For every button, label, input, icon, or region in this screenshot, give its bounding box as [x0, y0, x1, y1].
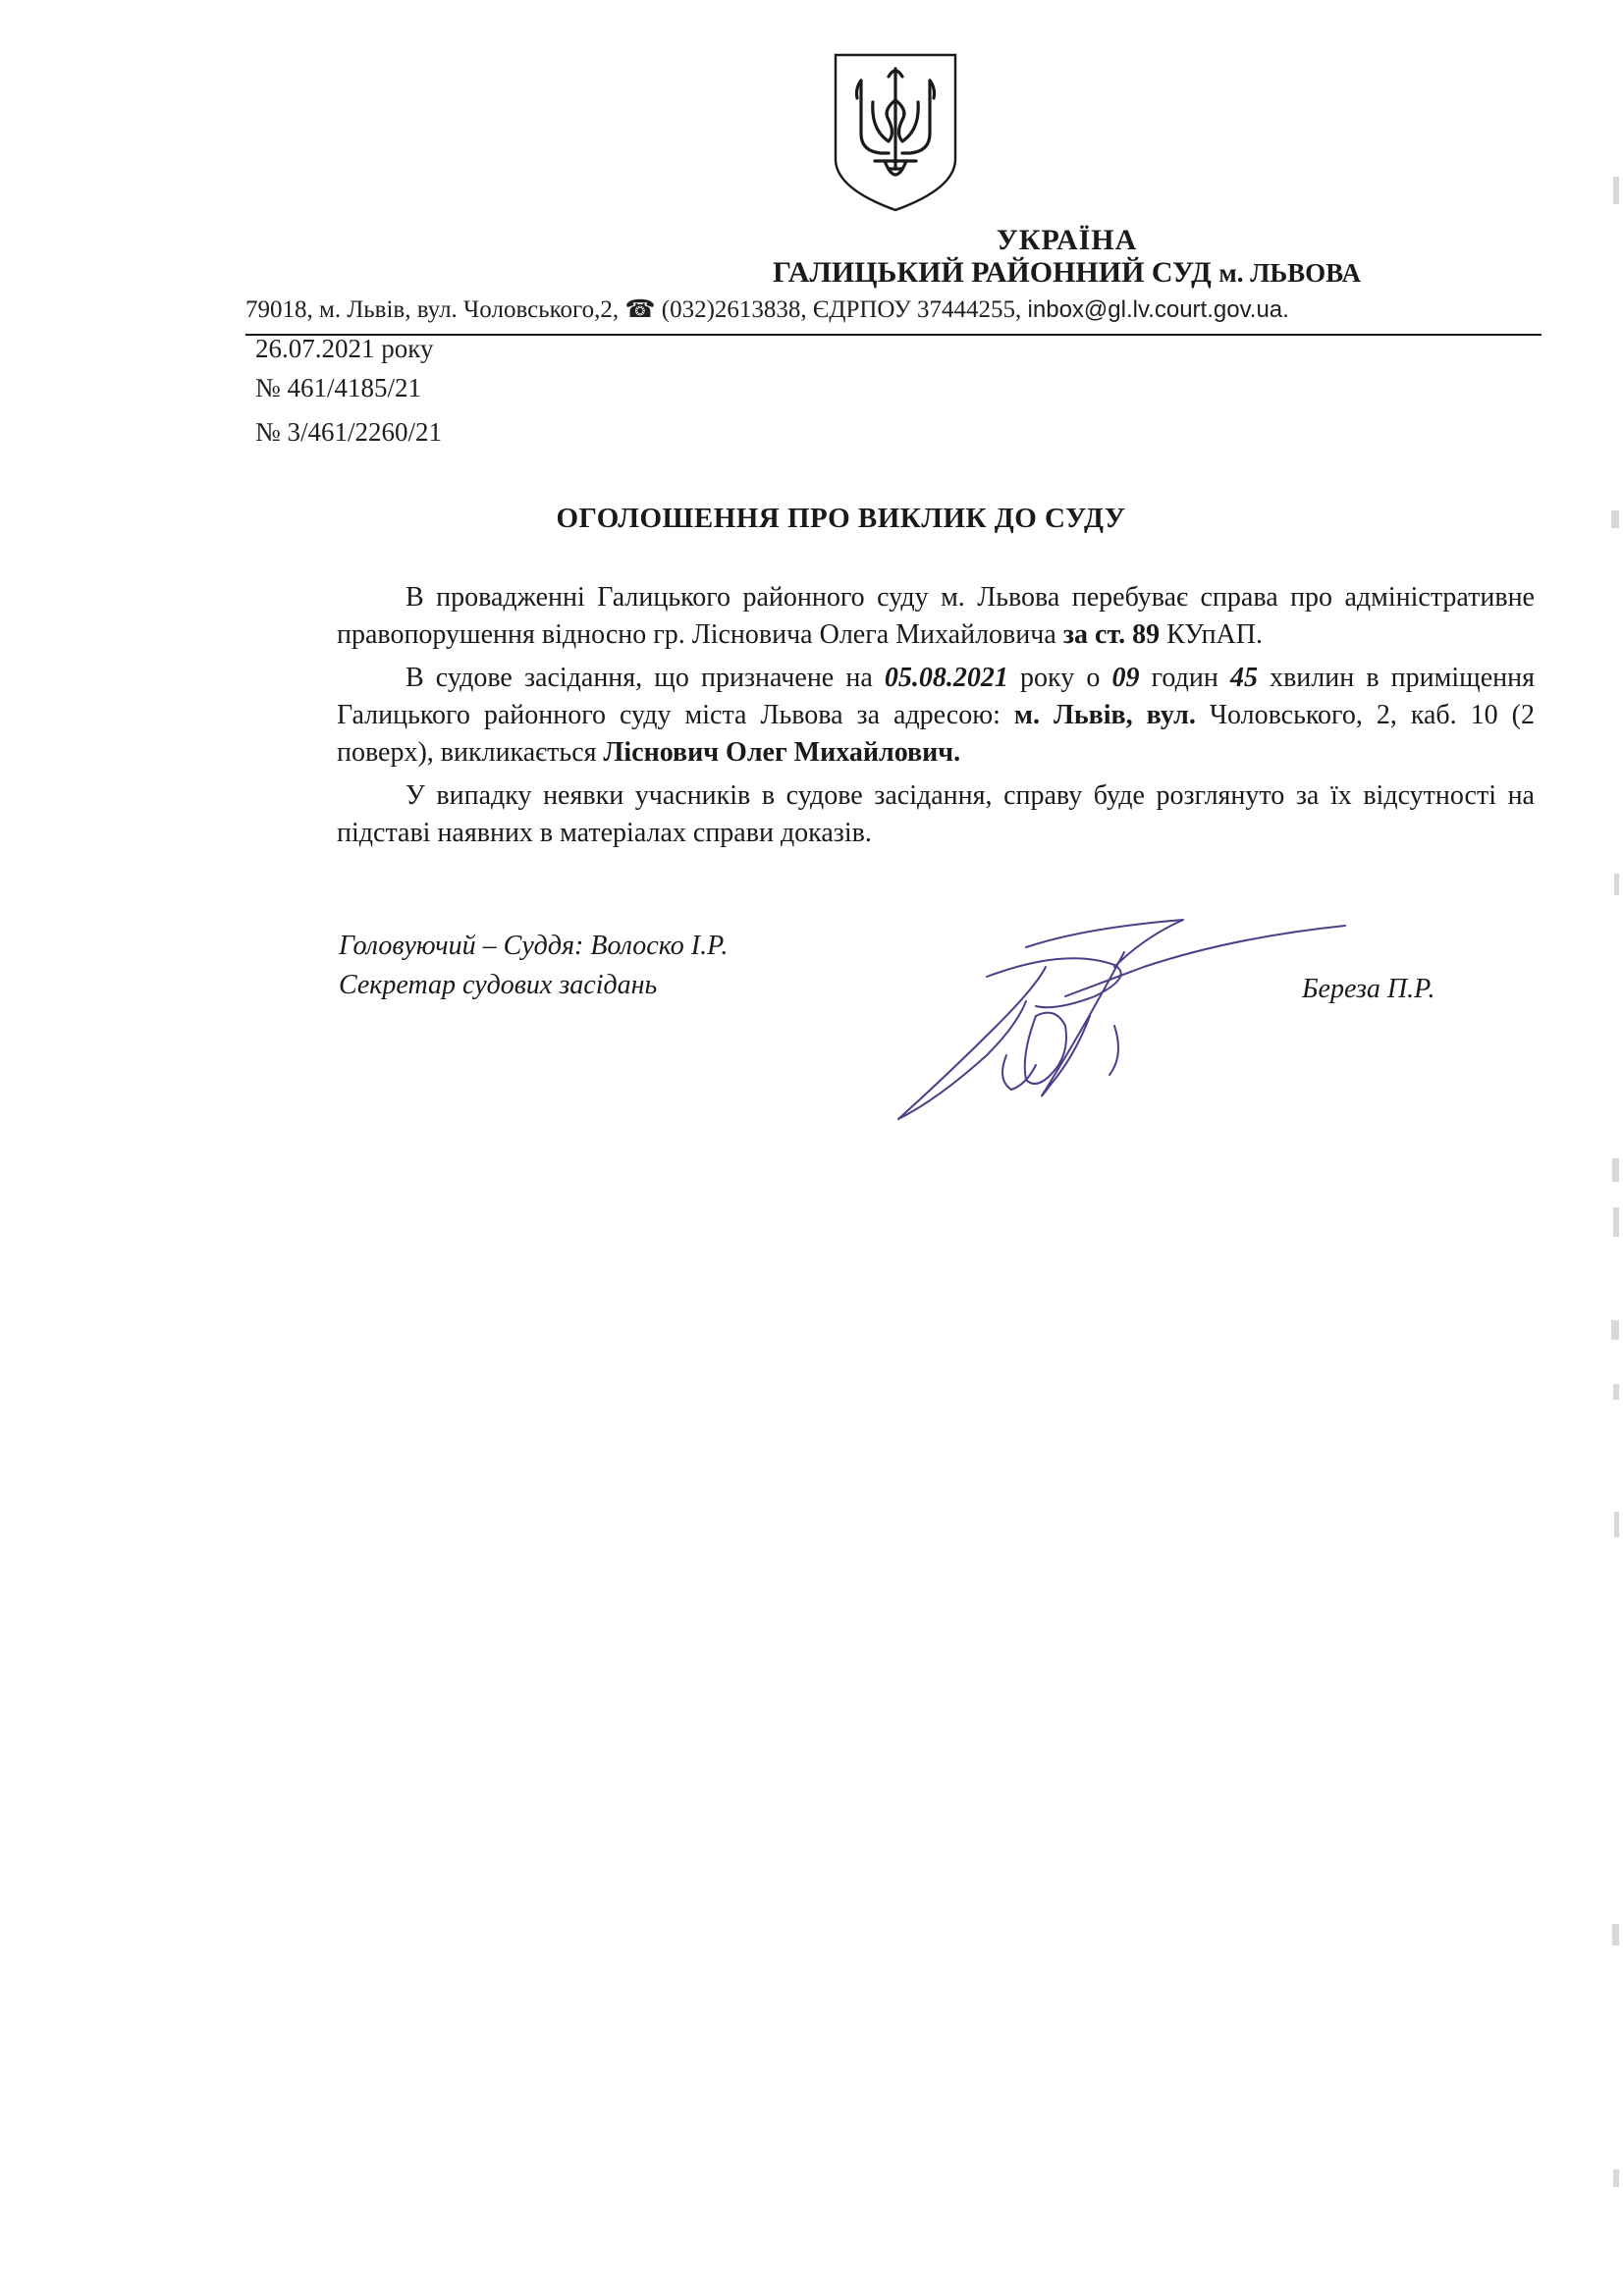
paragraph-hearing: [337, 660, 1535, 772]
hearing-hour: 09: [1111, 663, 1140, 693]
court-edrpou: ЄДРПОУ 37444255,: [812, 296, 1022, 323]
case-number-1: № 461/4185/21: [255, 373, 422, 402]
header-divider: [245, 334, 1542, 336]
document-date: 26.07.2021 року: [255, 334, 434, 363]
hearing-address: м. Львів, вул.: [1013, 700, 1196, 730]
document-body: [337, 579, 1535, 852]
secretary-name: Береза П.Р.: [1302, 974, 1435, 1004]
country-heading: УКРАЇНА: [996, 224, 1138, 256]
court-heading: [255, 256, 1623, 290]
ukraine-coat-of-arms-icon: [832, 51, 959, 214]
paragraph-case-text: В провадженні Галицького районного суду м. Львова перебуває справа про адміністративне правопорушення відносно гр. Лісновича Олега Михайловича: [337, 582, 1535, 650]
hearing-text-4: хвилин в приміщення Галицького районного суду міста Львова за адресою:: [337, 663, 1535, 730]
hearing-text-2: року о: [1007, 663, 1112, 693]
hearing-text-1: В судове засідання, що призначене на: [406, 663, 885, 693]
document-title: ОГОЛОШЕННЯ ПРО ВИКЛИК ДО СУДУ: [556, 503, 1126, 534]
court-contacts: [245, 294, 1289, 324]
hearing-minutes: 45: [1229, 663, 1258, 693]
paragraph-absence: У випадку неявки учасників в судове засідання, справу буде розглянуто за їх відсутності на підставі наявних в матеріалах справи доказів.: [337, 780, 1535, 848]
hearing-text-5: Чоловського, 2, каб. 10 (2 поверх), викликається: [337, 700, 1535, 768]
court-city: м. ЛЬВОВА: [1218, 258, 1361, 288]
telephone-icon: ☎: [624, 296, 656, 323]
code-reference: КУпАП.: [1160, 619, 1263, 650]
court-phone: (032)2613838,: [661, 296, 807, 323]
court-name: ГАЛИЦЬКИЙ РАЙОННИЙ СУД: [772, 256, 1212, 289]
secretary-title: Секретар судових засідань: [339, 970, 658, 1000]
article-reference: за ст. 89: [1062, 619, 1161, 650]
judge-signature-line: Головуючий – Суддя: Волоско І.Р.: [339, 931, 729, 961]
scan-edge-marks: [1584, 0, 1623, 2296]
court-address: 79018, м. Львів, вул. Чоловського,2,: [245, 296, 620, 323]
court-email: inbox@gl.lv.court.gov.ua.: [1027, 296, 1289, 323]
hearing-date: 05.08.2021: [884, 663, 1008, 693]
case-number-2: № 3/461/2260/21: [255, 417, 443, 447]
paragraph-case: [337, 579, 1535, 654]
hearing-text-3: годин: [1139, 663, 1230, 693]
summoned-person: Ліснович Олег Михайлович.: [603, 737, 961, 768]
handwritten-signature: [889, 908, 1350, 1129]
